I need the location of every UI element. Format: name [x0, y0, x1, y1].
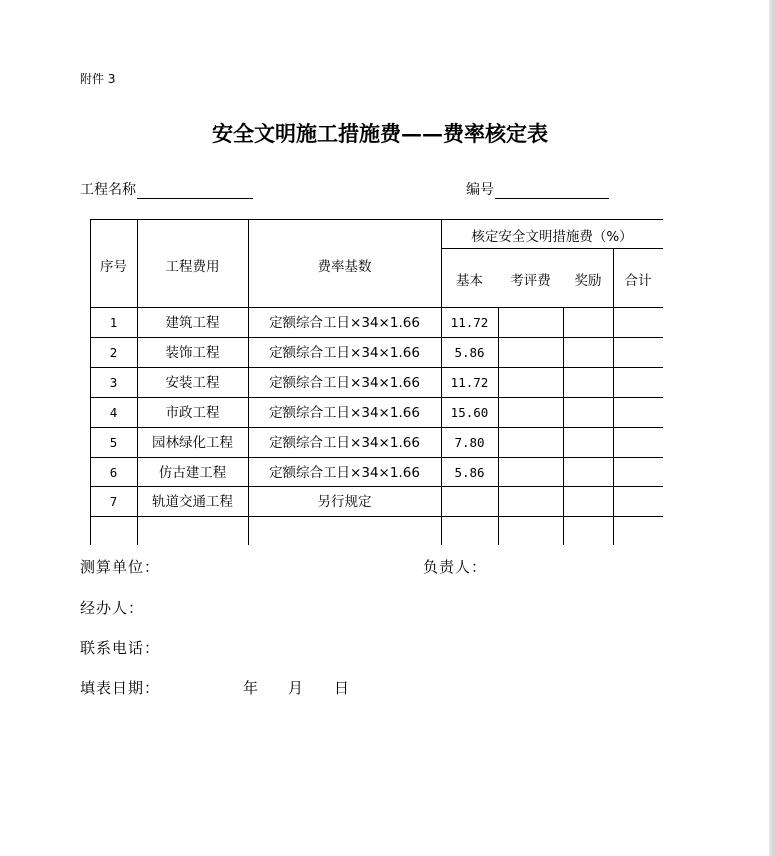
date-day: 日	[334, 679, 350, 697]
cell-seq: 3	[109, 375, 118, 390]
cell-cost: 装饰工程	[165, 345, 220, 361]
cell-basis: 定额综合工日×34×1.66	[269, 315, 420, 331]
cell-cost: 市政工程	[165, 405, 220, 421]
cell-base: 5.86	[454, 464, 485, 480]
date-year: 年	[243, 679, 259, 697]
header-total: 合计	[624, 273, 652, 289]
header-base: 基本	[456, 273, 483, 289]
cell-cost: 园林绿化工程	[152, 435, 233, 451]
cell-basis: 定额综合工日×34×1.66	[269, 345, 420, 361]
cell-basis: 定额综合工日×34×1.66	[269, 375, 420, 391]
person-in-charge-label: 负责人：	[423, 558, 488, 576]
cell-base: 15.60	[450, 405, 489, 420]
cell-cost: 轨道交通工程	[152, 494, 233, 510]
cell-seq: 2	[109, 345, 118, 360]
cell-base: 7.80	[454, 435, 485, 450]
cell-basis: 另行规定	[317, 494, 372, 510]
page-title: 安全文明施工措施费——费率核定表	[212, 121, 548, 146]
calc-unit-label: 测算单位：	[80, 558, 161, 576]
header-rate-group: 核定安全文明措施费（%）	[471, 229, 633, 245]
serial-number-label: 编号	[466, 182, 494, 198]
cell-basis: 定额综合工日×34×1.66	[269, 435, 420, 451]
project-name-label: 工程名称	[80, 182, 136, 198]
handler-label: 经办人：	[80, 599, 145, 617]
cell-seq: 6	[109, 464, 118, 480]
cell-seq: 4	[109, 405, 118, 420]
phone-label: 联系电话：	[80, 639, 161, 657]
header-eval: 考评费	[510, 273, 551, 289]
attachment-label: 附件 3	[80, 72, 116, 86]
cell-seq: 7	[109, 494, 118, 509]
fill-date-label: 填表日期：	[80, 679, 161, 697]
cell-cost: 建筑工程	[165, 315, 220, 331]
cell-base: 11.72	[450, 375, 489, 390]
date-month: 月	[288, 679, 304, 697]
cell-base: 5.86	[454, 345, 485, 360]
header-basis: 费率基数	[317, 259, 372, 275]
cell-cost: 安装工程	[165, 375, 220, 391]
header-cost: 工程费用	[165, 259, 220, 275]
header-seq: 序号	[100, 259, 127, 275]
cell-cost: 仿古建工程	[158, 464, 227, 481]
header-reward: 奖励	[574, 273, 602, 289]
cell-seq: 5	[109, 435, 118, 450]
cell-basis: 定额综合工日×34×1.66	[269, 405, 420, 421]
cell-seq: 1	[109, 315, 118, 330]
cell-base: 11.72	[450, 315, 489, 330]
cell-basis: 定额综合工日×34×1.66	[269, 464, 420, 481]
